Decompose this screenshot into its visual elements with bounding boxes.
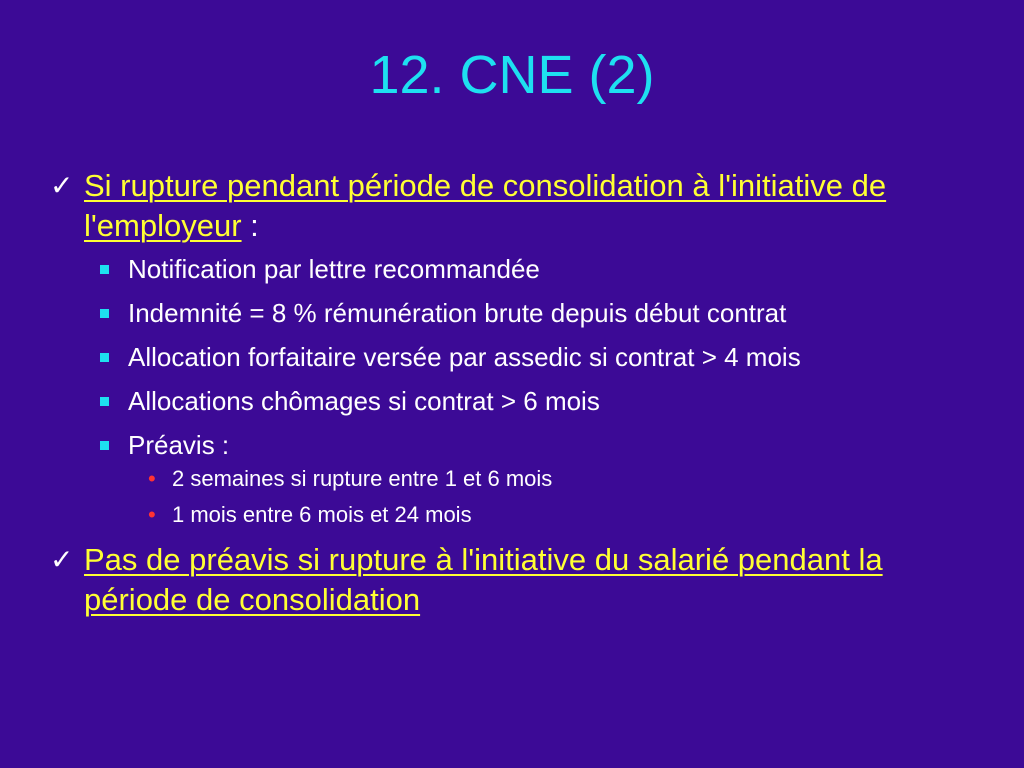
list-item xyxy=(84,428,980,530)
item-text: 2 semaines si rupture entre 1 et 6 mois xyxy=(172,466,553,491)
square-bullet-icon xyxy=(100,265,109,274)
item-text: Notification par lettre recommandée xyxy=(128,254,540,284)
bullet-list xyxy=(50,166,980,620)
dot-bullet-icon: • xyxy=(148,466,156,491)
list-item xyxy=(128,464,980,494)
link-consolidation-employer[interactable]: Si rupture pendant période de consolidation à l'initiative de l'employeur xyxy=(84,168,887,243)
item-text: Allocations chômages si contrat > 6 mois xyxy=(128,386,600,416)
sub-list xyxy=(84,252,980,530)
list-item xyxy=(84,296,980,330)
sub-sub-list xyxy=(128,464,980,530)
item-suffix: : xyxy=(241,208,259,243)
list-item xyxy=(84,384,980,418)
link-no-notice-employee[interactable]: Pas de préavis si rupture à l'initiative du salarié pendant la période de consolidation xyxy=(84,542,883,617)
list-item xyxy=(84,252,980,286)
item-text: Indemnité = 8 % rémunération brute depuis début contrat xyxy=(128,298,787,328)
item-text: Préavis : xyxy=(128,430,230,460)
square-bullet-icon xyxy=(100,309,109,318)
square-bullet-icon xyxy=(100,441,109,450)
list-item xyxy=(84,340,980,374)
dot-bullet-icon: • xyxy=(148,502,156,527)
item-text: 1 mois entre 6 mois et 24 mois xyxy=(172,502,472,527)
checkmark-icon: ✓ xyxy=(50,169,74,202)
square-bullet-icon xyxy=(100,353,109,362)
square-bullet-icon xyxy=(100,397,109,406)
list-item xyxy=(50,540,980,620)
list-item xyxy=(128,500,980,530)
list-item xyxy=(50,166,980,530)
item-text: Allocation forfaitaire versée par assedic si contrat > 4 mois xyxy=(128,342,801,372)
checkmark-icon: ✓ xyxy=(50,543,74,576)
slide-title: 12. CNE (2) xyxy=(369,45,655,105)
